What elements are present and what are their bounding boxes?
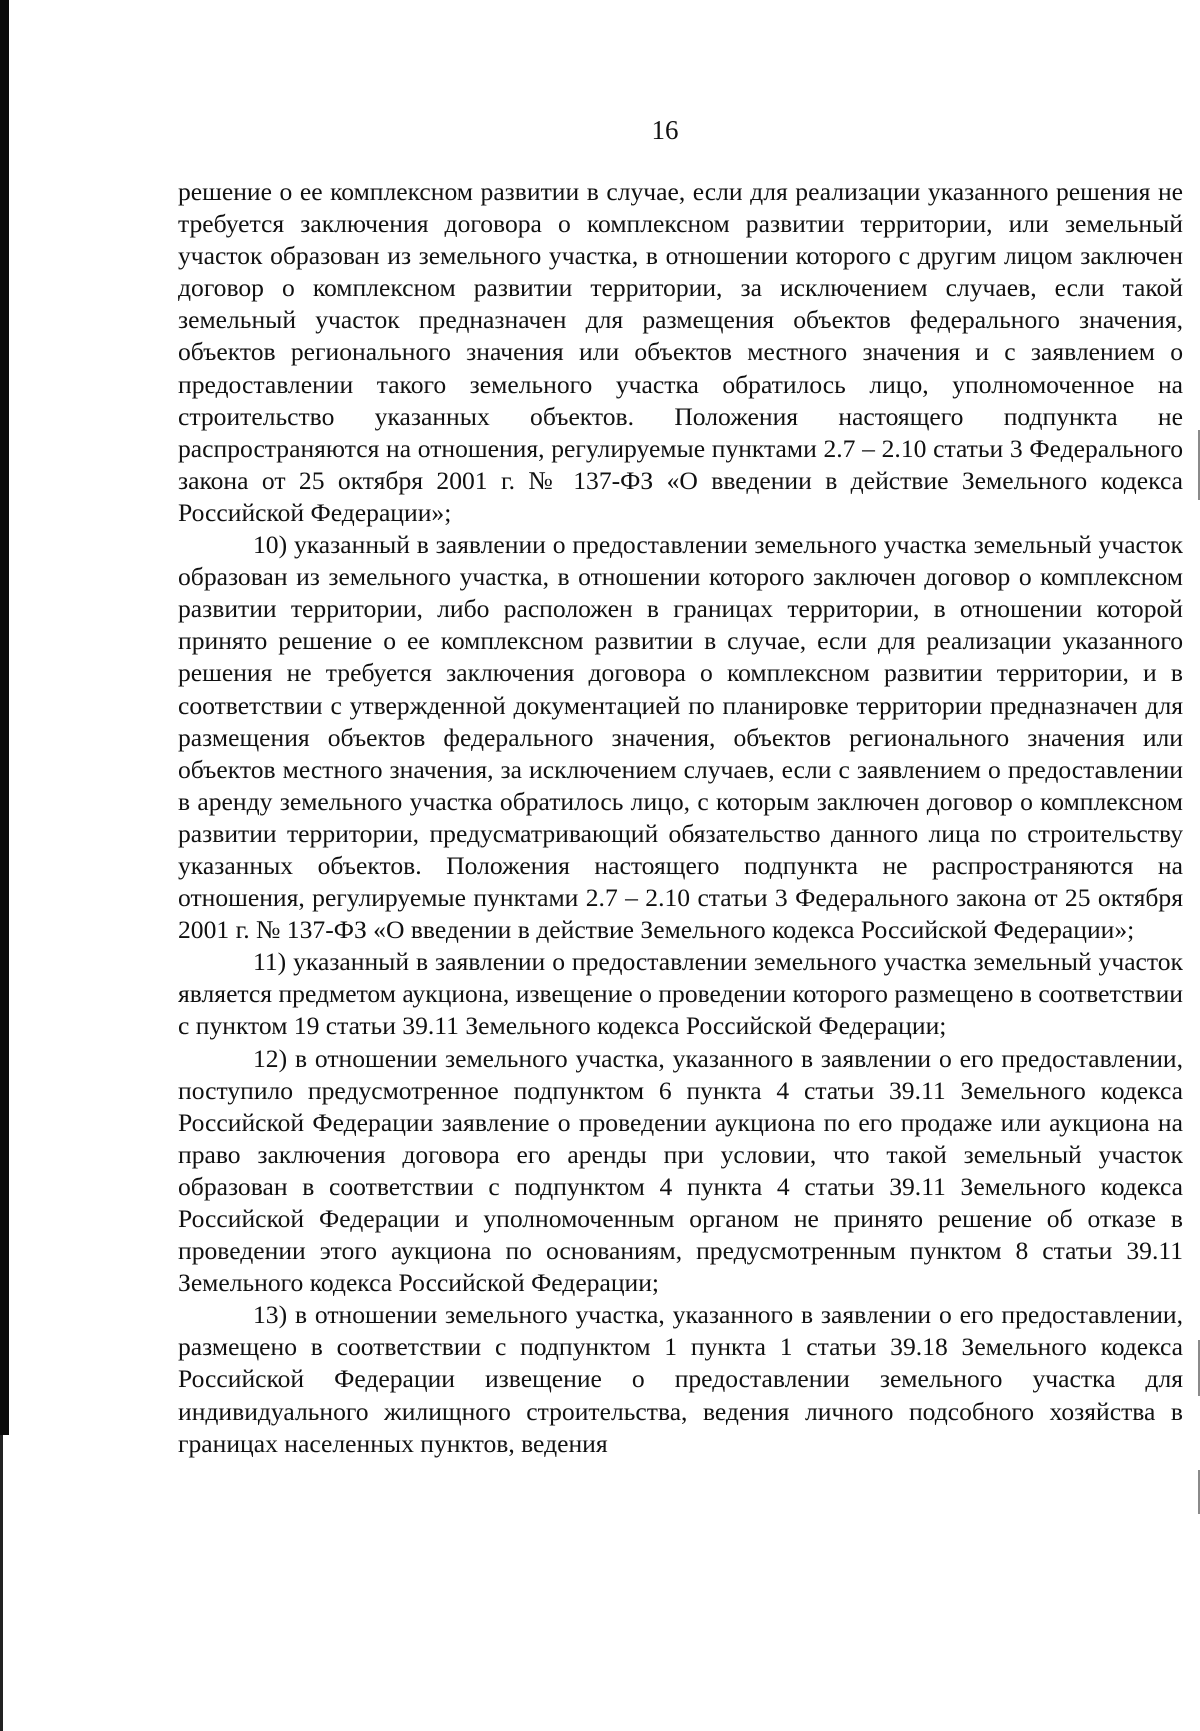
paragraph-item-12: 12) в отношении земельного участка, указанного в заявлении о его предоставлении, поступило предусмотренное подпунктом 6 пункта 4 статьи 39.11 Земельного кодекса Российской Федерации заявление о проведении аукциона по его продаже или аукциона на право заключения договора его аренды при условии, что такой земельный участок образован в соответствии с подпунктом 4 пункта 4 статьи 39.11 Земельного кодекса Российской Федерации и уполномоченным органом не принято решение об отказе в проведении этого аукциона по основаниям, предусмотренным пунктом 8 статьи 39.11 Земельного кодекса Российской Федерации; [178, 1043, 1183, 1298]
paragraph-item-13: 13) в отношении земельного участка, указанного в заявлении о его предоставлении, размещено в соответствии с подпунктом 1 пункта 1 статьи 39.18 Земельного кодекса Российской Федерации извещение о предоставлении земельного участка для индивидуального жилищного строительства, ведения личного подсобного хозяйства в границах населенных пунктов, ведения [178, 1300, 1183, 1458]
paragraph-item-11: 11) указанный в заявлении о предоставлении земельного участка земельный участок является предметом аукциона, извещение о проведении которого размещено в соответствии с пунктом 19 статьи 39.11 Земельного кодекса Российской Федерации; [178, 947, 1183, 1041]
scan-left-edge [0, 0, 9, 1435]
document-body [178, 176, 1183, 1460]
page-number: 16 [651, 115, 679, 145]
paragraph-item-10: 10) указанный в заявлении о предоставлении земельного участка земельный участок образован из земельного участка, в отношении которого заключен договор о комплексном развитии территории, либо расположен в границах территории, в отношении которой принято решение о ее комплексном развитии в случае, если для реализации указанного решения не требуется заключения договора о комплексном развитии территории, и в соответствии с утвержденной документацией по планировке территории предназначен для размещения объектов федерального значения, объектов регионального значения или объектов местного значения, за исключением случаев, если с заявлением о предоставлении в аренду земельного участка обратилось лицо, с которым заключен договор о комплексном развитии территории, предусматривающий обязательство данного лица по строительству указанных объектов. Положения настоящего подпункта не распространяются на отношения, регулируемые пунктами 2.7 – 2.10 статьи 3 Федерального закона от 25 октября 2001 г. № 137-ФЗ «О введении в действие Земельного кодекса Российской Федерации»; [178, 530, 1183, 945]
paragraph-continuation: решение о ее комплексном развитии в случае, если для реализации указанного решения не требуется заключения договора о комплексном развитии территории, или земельный участок образован из земельного участка, в отношении которого с другим лицом заключен договор о комплексном развитии территории, за исключением случаев, если такой земельный участок предназначен для размещения объектов федерального значения, объектов регионального значения или объектов местного значения и с заявлением о предоставлении такого земельного участка обратилось лицо, уполномоченное на строительство указанных объектов. Положения настоящего подпункта не распространяются на отношения, регулируемые пунктами 2.7 – 2.10 статьи 3 Федерального закона от 25 октября 2001 г. № 137-ФЗ «О введении в действие Земельного кодекса Российской Федерации»; [178, 177, 1183, 527]
scan-left-edge-lower [0, 1435, 3, 1731]
